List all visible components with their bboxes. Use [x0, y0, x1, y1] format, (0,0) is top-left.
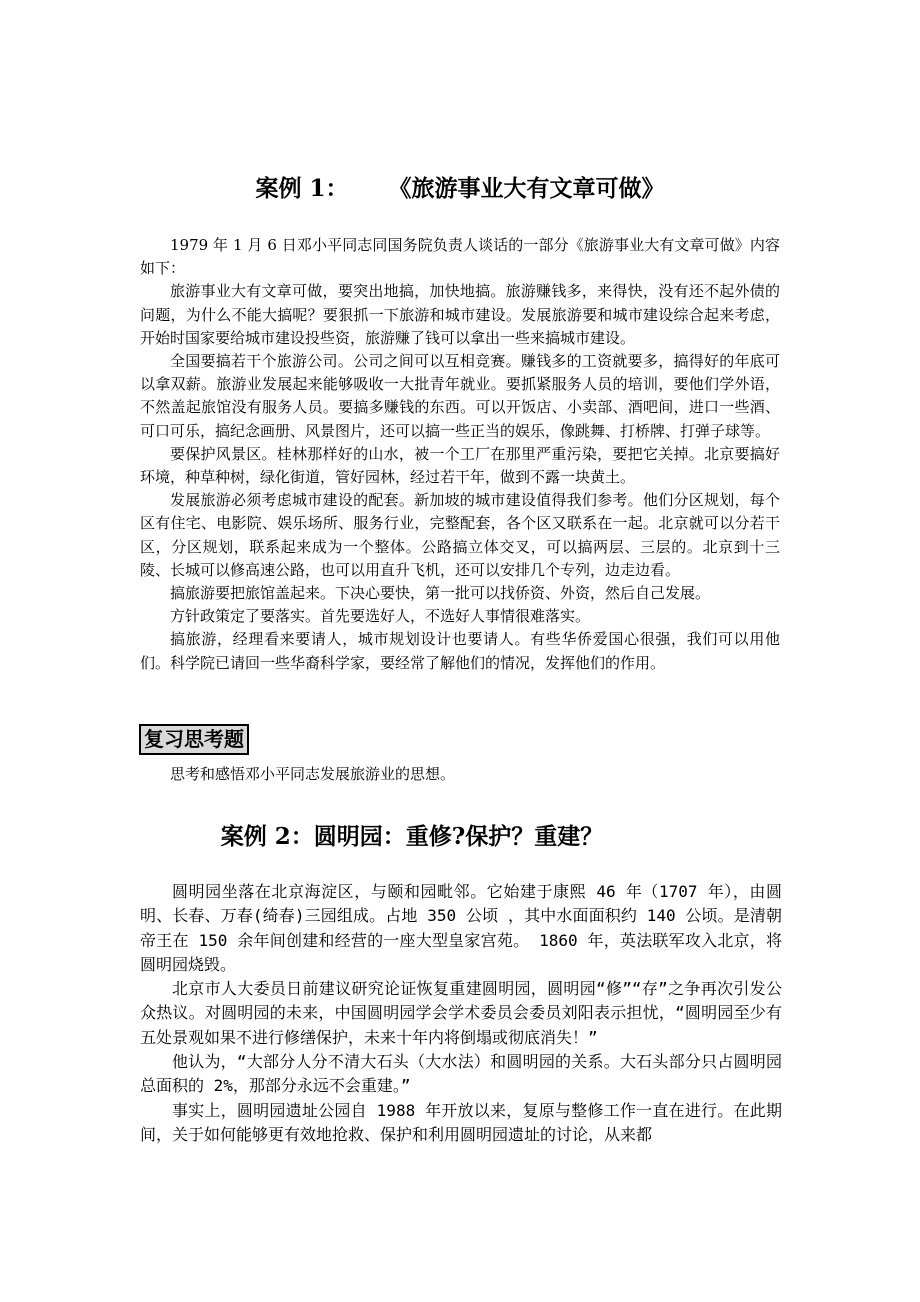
case2-title: 案例 2：圆明园：重修?保护？重建？ [220, 823, 604, 850]
review-question: 思考和感悟邓小平同志发展旅游业的思想。 [170, 765, 456, 783]
case2-paragraph: 圆明园坐落在北京海淀区，与颐和园毗邻。它始建于康熙 46 年（1707 年），由圆明、长春、万春(绮春)三园组成。占地 350 公顷 ，其中水面面积约 140 公顷。是清朝帝王在 150 余年间创建和经营的一座大型皇家宫苑。 1860 年，英法联军攻入北京，将圆明园烧毁。 [140, 882, 782, 974]
case1-paragraph: 旅游事业大有文章可做，要突出地搞，加快地搞。旅游赚钱多，来得快，没有还不起外债的问题，为什么不能大搞呢？要狠抓一下旅游和城市建设。发展旅游要和城市建设综合起来考虑，开始时国家要给城市建设投些资，旅游赚了钱可以拿出一些来搞城市建设。 [140, 282, 780, 347]
review-questions-label: 复习思考题 [139, 724, 249, 755]
case2-paragraph: 北京市人大委员日前建议研究论证恢复重建圆明园，圆明园“修”“存”之争再次引发公众热议。对圆明园的未来，中国圆明园学会学术委员会委员刘阳表示担忧，“圆明园至少有五处景观如果不进行修缮保护，未来十年内将倒塌或彻底消失！” [140, 979, 782, 1047]
case1-intro: 1979 年 1 月 6 日邓小平同志同国务院负责人谈话的一部分《旅游事业大有文章可做》内容如下： [140, 236, 780, 278]
case1-paragraph: 搞旅游要把旅馆盖起来。下决心要快，第一批可以找侨资、外资，然后自己发展。 [170, 584, 711, 603]
case1-paragraph: 全国要搞若干个旅游公司。公司之间可以互相竞赛。赚钱多的工资就要多，搞得好的年底可以拿双薪。旅游业发展起来能够吸收一大批青年就业。要抓紧服务人员的培训，要他们学外语，不然盖起旅馆没有服务人员。要搞多赚钱的东西。可以开饭店、小卖部、酒吧间，进口一些酒、可口可乐，搞纪念画册、风景图片，还可以搞一些正当的娱乐，像跳舞、打桥牌、打弹子球等。 [140, 352, 780, 440]
case2-body [140, 880, 782, 1147]
case1-body [140, 234, 780, 675]
case2-paragraph: 他认为，“大部分人分不清大石头（大水法）和圆明园的关系。大石头部分只占圆明园总面积的 2%，那部分永远不会重建。” [140, 1052, 782, 1096]
case1-paragraph: 要保护风景区。桂林那样好的山水，被一个工厂在那里严重污染，要把它关掉。北京要搞好环境，种草种树，绿化街道，管好园林，经过若干年，做到不露一块黄土。 [140, 444, 780, 487]
case1-paragraph: 方针政策定了要落实。首先要选好人，不选好人事情很难落实。 [170, 607, 591, 626]
case1-paragraph: 发展旅游必须考虑城市建设的配套。新加坡的城市建设值得我们参考。他们分区规划，每个区有住宅、电影院、娱乐场所、服务行业，完整配套，各个区又联系在一起。北京就可以分若干区，分区规划，联系起来成为一个整体。公路搞立体交叉，可以搞两层、三层的。北京到十三陵、长城可以修高速公路，也可以用直升飞机，还可以安排几个专列，边走边看。 [140, 491, 780, 579]
case1-title: 案例 1： 《旅游事业大有文章可做》 [255, 175, 665, 202]
case1-paragraph: 搞旅游，经理看来要请人，城市规划设计也要请人。有些华侨爱国心很强，我们可以用他们。科学院已请回一些华裔科学家，要经常了解他们的情况，发挥他们的作用。 [140, 630, 780, 672]
case2-paragraph: 事实上，圆明园遗址公园自 1988 年开放以来，复原与整修工作一直在进行。在此期间，关于如何能够更有效地抢救、保护和利用圆明园遗址的讨论，从来都 [140, 1100, 782, 1144]
